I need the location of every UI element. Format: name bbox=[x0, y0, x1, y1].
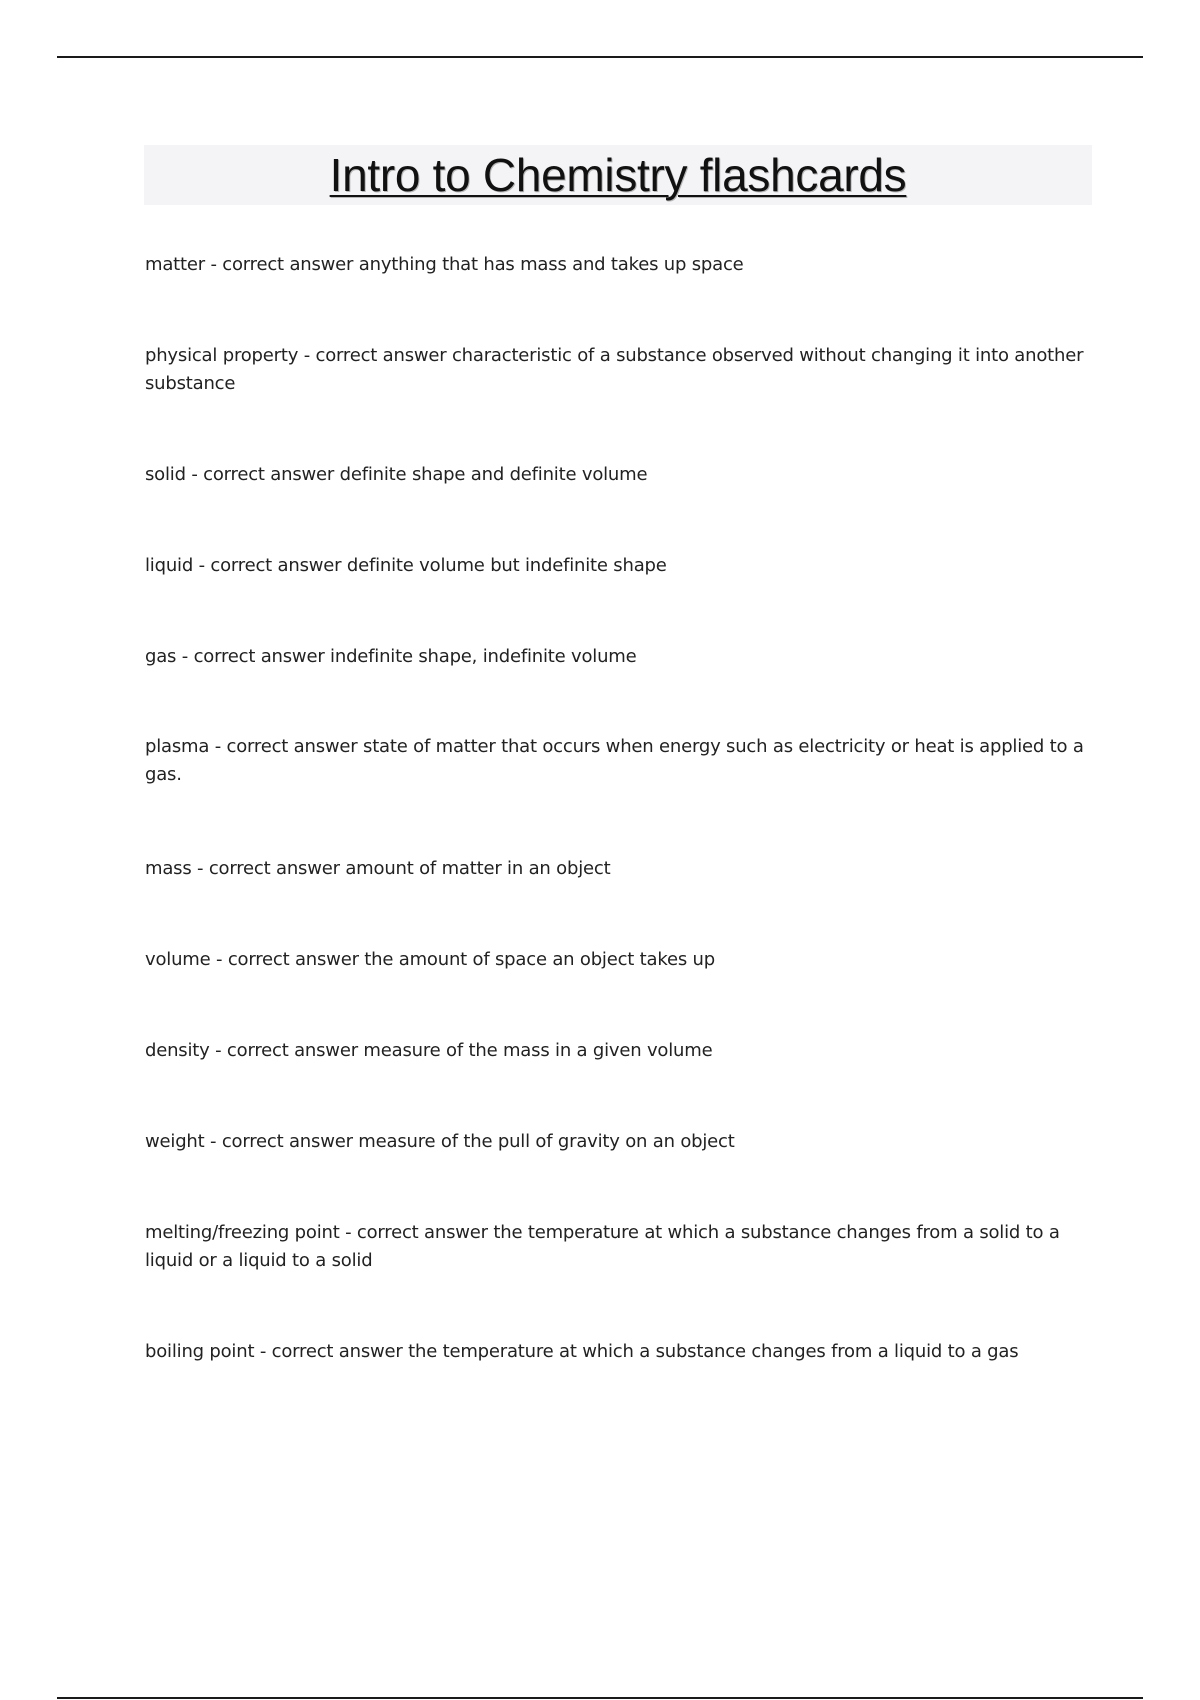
flashcard-item: physical property - correct answer characteristic of a substance observed without changing it into another substance bbox=[145, 345, 1084, 394]
bottom-page-rule bbox=[57, 1697, 1143, 1699]
page-title: Intro to Chemistry flashcards bbox=[329, 149, 907, 201]
flashcard-item: boiling point - correct answer the temperature at which a substance changes from a liquid to a gas bbox=[145, 1341, 1019, 1362]
flashcard-item: weight - correct answer measure of the pull of gravity on an object bbox=[145, 1131, 735, 1152]
title-banner bbox=[144, 145, 1092, 205]
flashcard-item: density - correct answer measure of the mass in a given volume bbox=[145, 1040, 713, 1061]
flashcard-item: plasma - correct answer state of matter that occurs when energy such as electricity or heat is applied to a gas. bbox=[145, 736, 1084, 785]
flashcard-item: melting/freezing point - correct answer the temperature at which a substance changes from a solid to a liquid or a liquid to a solid bbox=[145, 1222, 1060, 1271]
flashcard-item: volume - correct answer the amount of space an object takes up bbox=[145, 949, 715, 970]
flashcard-item: liquid - correct answer definite volume but indefinite shape bbox=[145, 555, 667, 576]
flashcard-item: solid - correct answer definite shape and definite volume bbox=[145, 464, 648, 485]
flashcard-item: gas - correct answer indefinite shape, indefinite volume bbox=[145, 646, 637, 667]
flashcard-item: matter - correct answer anything that has mass and takes up space bbox=[145, 254, 744, 275]
flashcard-item: mass - correct answer amount of matter in an object bbox=[145, 858, 611, 879]
top-page-rule bbox=[57, 56, 1143, 58]
